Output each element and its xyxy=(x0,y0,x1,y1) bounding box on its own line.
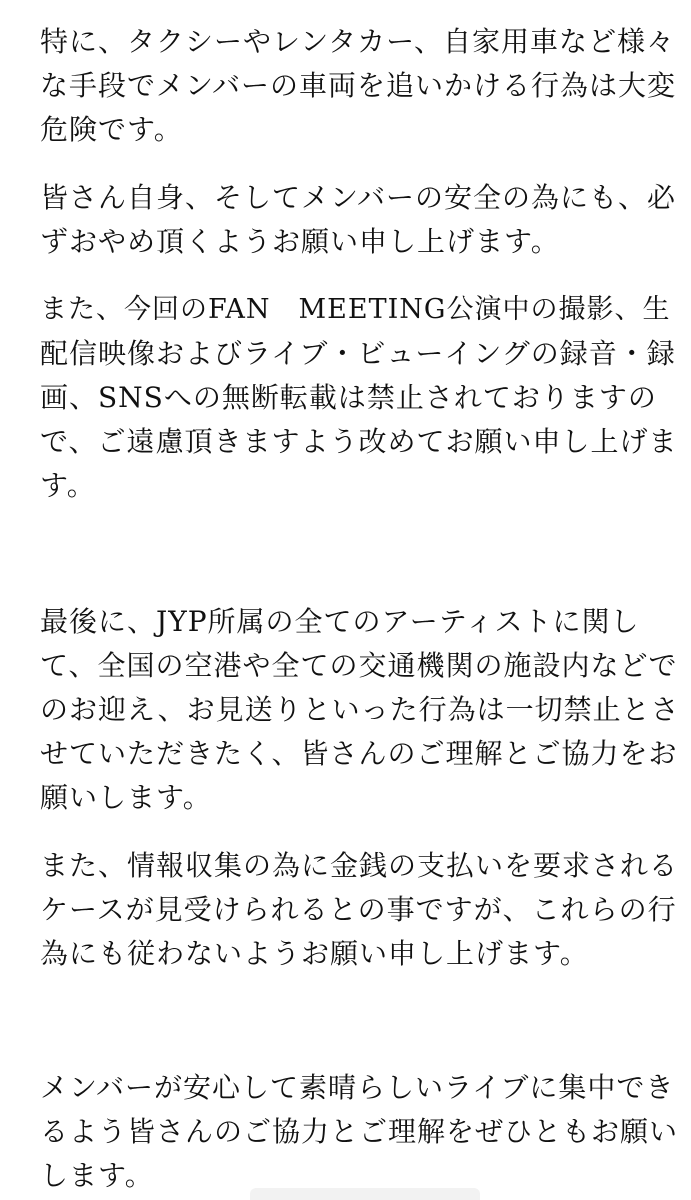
text-line: せていただきたく、皆さんのご理解とご協力をお xyxy=(40,737,678,770)
text-line: します。 xyxy=(40,1159,154,1192)
text-line: 画、SNSへの無断転載は禁止されておりますの xyxy=(40,381,657,414)
text-line: また、情報収集の為に金銭の支払いを要求される xyxy=(40,849,679,882)
text-line: な手段でメンバーの車両を追いかける行為は大変 xyxy=(40,69,677,102)
text-line: 危険です。 xyxy=(40,113,183,146)
text-line: 特に、タクシーやレンタカー、自家用車など様々 xyxy=(40,25,676,58)
text-line: 皆さん自身、そしてメンバーの安全の為にも、必 xyxy=(40,181,677,214)
text-line: て、全国の空港や全ての交通機関の施設内などで xyxy=(40,649,678,682)
text-line: 願いします。 xyxy=(40,781,212,814)
text-line: 配信映像およびライブ・ビューイングの録音・録 xyxy=(40,337,676,370)
text-line: ずおやめ頂くようお願い申し上げます。 xyxy=(40,225,560,258)
text-line: メンバーが安心して素晴らしいライブに集中でき xyxy=(40,1071,675,1104)
text-line: で、ご遠慮頂きますよう改めてお願い申し上げま xyxy=(40,425,678,458)
text-line: 最後に、JYP所属の全てのアーティストに関し xyxy=(40,605,640,638)
text-line: す。 xyxy=(40,469,96,502)
text-line: のお迎え、お見送りといった行為は一切禁止とさ xyxy=(40,693,680,726)
text-line: るよう皆さんのご協力とご理解をぜひともお願い xyxy=(40,1115,679,1148)
text-line: 為にも従わないようお願い申し上げます。 xyxy=(40,937,589,970)
bottom-overlay-bar xyxy=(250,1188,480,1200)
text-line: ケースが見受けられるとの事ですが、これらの行 xyxy=(40,893,677,926)
text-line: また、今回のFAN MEETING公演中の撮影、生 xyxy=(40,294,671,325)
